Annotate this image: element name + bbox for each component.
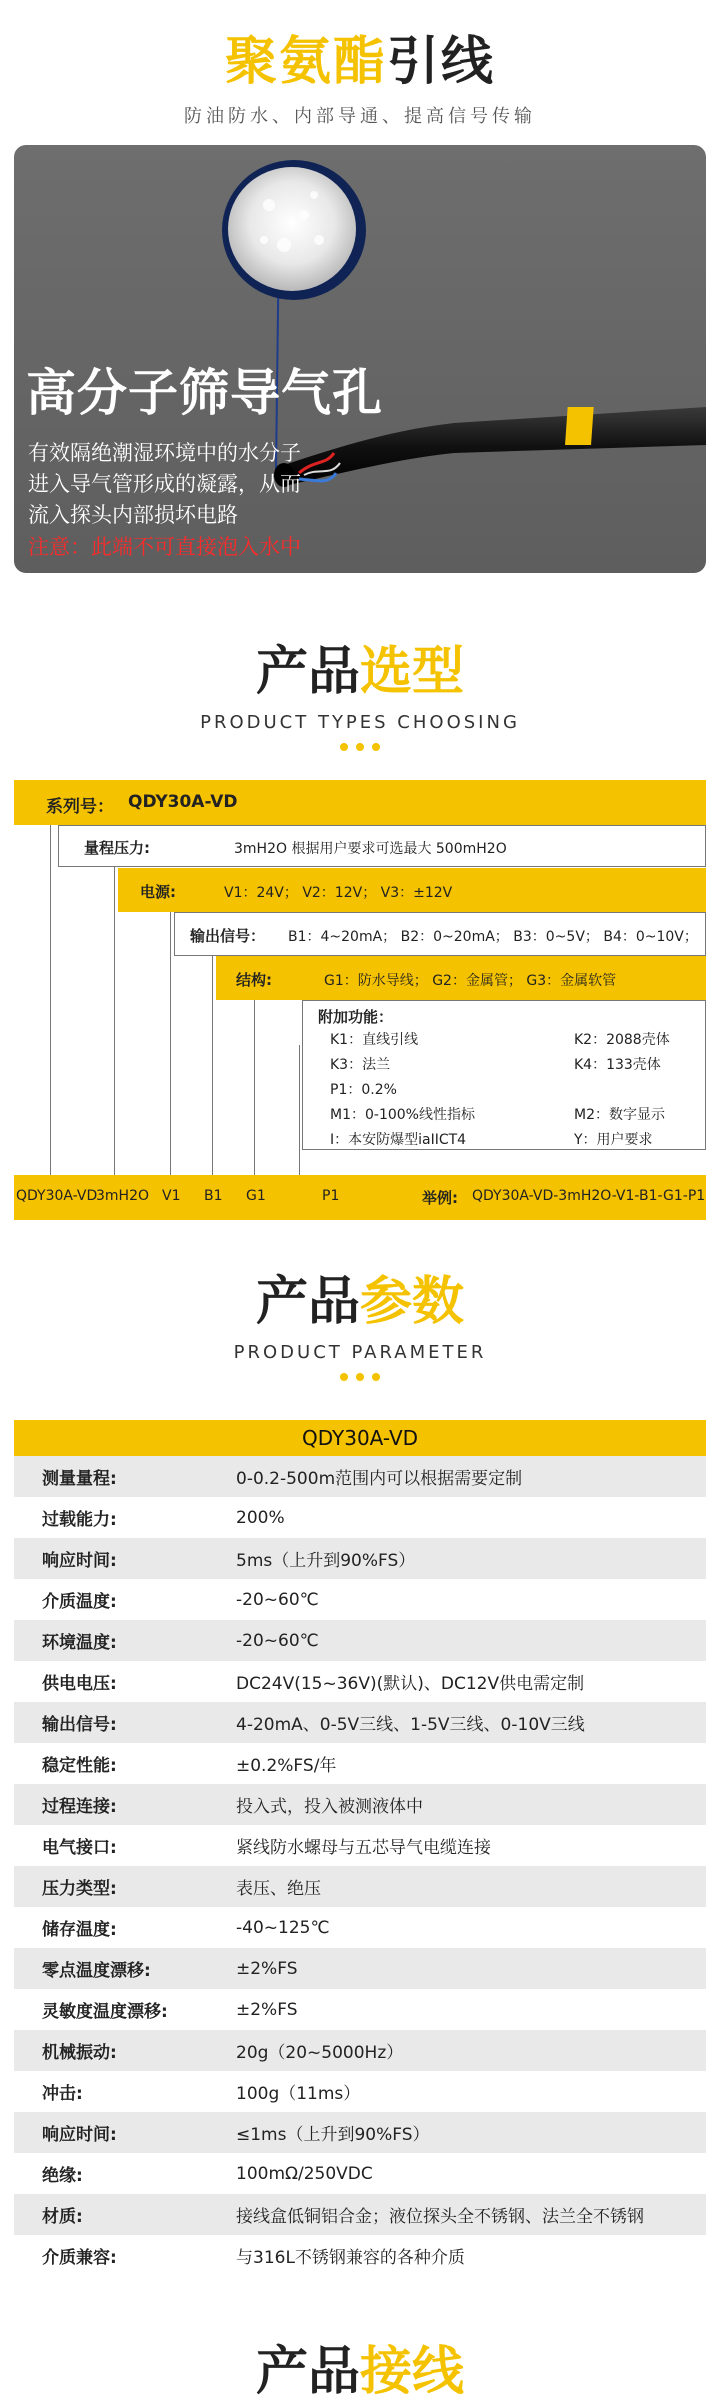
table-row [14,1948,706,1989]
wiring-title [0,2340,720,2400]
extra-option: I：本安防爆型iaIICT4 [330,1132,467,1148]
table-row [14,1620,706,1661]
param-value: 4-20mA、0-5V三线、1-5V三线、0-10V三线 [236,1715,585,1735]
table-row [14,1702,706,1743]
code-part-extra: P1 [322,1188,340,1204]
param-key: 响应时间: [42,1551,117,1571]
selection-title-accent: 选型 [360,642,465,702]
param-value: DC24V(15~36V)(默认)、DC12V供电需定制 [236,1674,585,1694]
code-part-series: QDY30A-VD [16,1188,98,1204]
series-row [14,780,706,825]
dot [356,1373,364,1381]
param-key: 输出信号: [42,1715,117,1735]
example-label: 举例: [422,1189,458,1207]
dot [340,743,348,751]
extra-option: K4：133壳体 [574,1057,661,1073]
param-key: 稳定性能: [42,1756,117,1776]
param-key: 绝缘: [42,2166,83,2186]
dot [372,743,380,751]
param-key: 机械振动: [42,2043,117,2063]
dot [340,1373,348,1381]
table-row [14,1825,706,1866]
table-row [14,2030,706,2071]
table-row [14,1661,706,1702]
cable-title [0,30,720,94]
table-row [14,1743,706,1784]
cable-title-accent: 聚氨酯 [224,32,387,92]
banner-warning: 注意：此端不可直接泡入水中 [28,535,301,559]
param-key: 介质温度: [42,1592,117,1612]
decorative-dots [0,1373,720,1381]
extra-option: K2：2088壳体 [574,1032,670,1048]
extra-option: K3：法兰 [330,1057,391,1073]
wiring-title-main: 产品 [255,2342,360,2400]
table-row [14,2235,706,2276]
connector-line [254,1000,255,1175]
params-title [0,1270,720,1334]
param-value: 5ms（上升到90%FS） [236,1551,416,1571]
table-row [14,1989,706,2030]
param-value: -40~125℃ [236,1917,330,1938]
banner-desc-line: 流入探头内部损坏电路 [28,503,238,527]
param-key: 电气接口: [42,1838,117,1858]
dot [372,1373,380,1381]
banner-description [28,438,301,531]
param-value: ±2%FS [236,1999,298,2020]
extra-option: M2：数字显示 [574,1107,665,1123]
cable-banner [14,145,706,573]
decorative-dots [0,743,720,751]
power-label: 电源: [140,883,176,901]
connector-line [170,910,171,1175]
parameter-table-title: QDY30A-VD [14,1420,706,1456]
param-key: 供电电压: [42,1674,117,1694]
param-key: 灵敏度温度漂移: [42,2002,168,2022]
params-title-main: 产品 [255,1272,360,1332]
param-key: 材质: [42,2207,83,2227]
table-row [14,1907,706,1948]
param-value: 20g（20~5000Hz） [236,2043,404,2063]
extra-option: Y：用户要求 [574,1132,653,1148]
params-subtitle-en: PRODUCT PARAMETER [233,1342,487,1363]
param-key: 过程连接: [42,1797,117,1817]
params-section-header [0,1270,720,1381]
selection-title [0,640,720,704]
banner-desc-line: 有效隔绝潮湿环境中的水分子 [28,441,301,465]
param-value: 100mΩ/250VDC [236,2163,373,2184]
extra-option: K1：直线引线 [330,1032,419,1048]
table-row [14,2153,706,2194]
connector-line [212,955,213,1175]
code-part-output: B1 [204,1188,223,1204]
connector-line [114,865,115,1175]
param-value: ≤1ms（上升到90%FS） [236,2125,430,2145]
param-value: 表压、绝压 [236,1879,321,1899]
table-row [14,2194,706,2235]
output-label: 输出信号： [190,927,266,945]
selection-title-main: 产品 [255,642,360,702]
connector-line [50,825,51,1175]
code-part-range: 3mH2O [96,1188,149,1204]
param-value: 与316L不锈钢兼容的各种介质 [236,2248,465,2268]
extra-functions-label: 附加功能： [318,1008,394,1026]
param-value: -20~60℃ [236,1630,319,1651]
cable-subtitle: 防油防水、内部导通、提高信号传输 [184,106,536,127]
param-value: 100g（11ms） [236,2084,361,2104]
table-row [14,1538,706,1579]
series-value: QDY30A-VD [128,792,238,812]
range-value: 3mH2O 根据用户要求可选最大 500mH2O [234,841,507,857]
structure-value: G1：防水导线； G2：金属管； G3：金属软管 [324,973,617,989]
table-row [14,1866,706,1907]
param-key: 环境温度: [42,1633,117,1653]
param-value: ±2%FS [236,1958,298,1979]
cable-section-header [0,30,720,128]
param-key: 介质兼容: [42,2248,117,2268]
connector-line [299,1045,300,1175]
power-value: V1：24V； V2：12V； V3：±12V [224,885,453,901]
table-row [14,2112,706,2153]
param-key: 过载能力: [42,1510,117,1530]
param-key: 储存温度: [42,1920,117,1940]
param-key: 零点温度漂移: [42,1961,151,1981]
dot [356,743,364,751]
cable-title-main: 引线 [387,32,496,92]
param-key: 响应时间: [42,2125,117,2145]
series-label: 系列号： [46,797,114,817]
table-row [14,1579,706,1620]
selection-section-header [0,640,720,751]
param-value: 紧线防水螺母与五芯导气电缆连接 [236,1838,491,1858]
table-row [14,1497,706,1538]
param-value: -20~60℃ [236,1589,319,1610]
example-value: QDY30A-VD-3mH2O-V1-B1-G1-P1 [472,1188,706,1204]
parameter-rows [14,1456,706,2276]
table-row [14,1456,706,1497]
table-row [14,2071,706,2112]
extra-option: P1：0.2% [330,1082,397,1098]
code-part-structure: G1 [246,1188,266,1204]
param-key: 冲击: [42,2084,83,2104]
param-key: 测量量程: [42,1469,117,1489]
selection-subtitle-en: PRODUCT TYPES CHOOSING [200,712,520,733]
param-value: 投入式，投入被测液体中 [236,1797,423,1817]
code-part-power: V1 [162,1188,181,1204]
param-value: 0-0.2-500m范围内可以根据需要定制 [236,1469,523,1489]
param-value: ±0.2%FS/年 [236,1756,337,1776]
range-label: 量程压力: [84,839,150,857]
banner-title: 高分子筛导气孔 [26,364,383,422]
wiring-section-header [0,2340,720,2400]
param-value: 200% [236,1507,285,1528]
params-title-accent: 参数 [360,1272,465,1332]
parameter-table [14,1420,706,2276]
table-row [14,1784,706,1825]
output-value: B1：4~20mA； B2：0~20mA； B3：0~5V； B4：0~10V； [288,929,698,945]
selection-diagram [14,780,706,1220]
structure-label: 结构: [236,971,272,989]
extra-option: M1：0-100%线性指标 [330,1107,475,1123]
param-key: 压力类型: [42,1879,117,1899]
banner-desc-line: 进入导气管形成的凝露，从而 [28,472,301,496]
wiring-title-accent: 接线 [360,2342,465,2400]
param-value: 接线盒低铜铝合金；液位探头全不锈钢、法兰全不锈钢 [236,2207,644,2227]
